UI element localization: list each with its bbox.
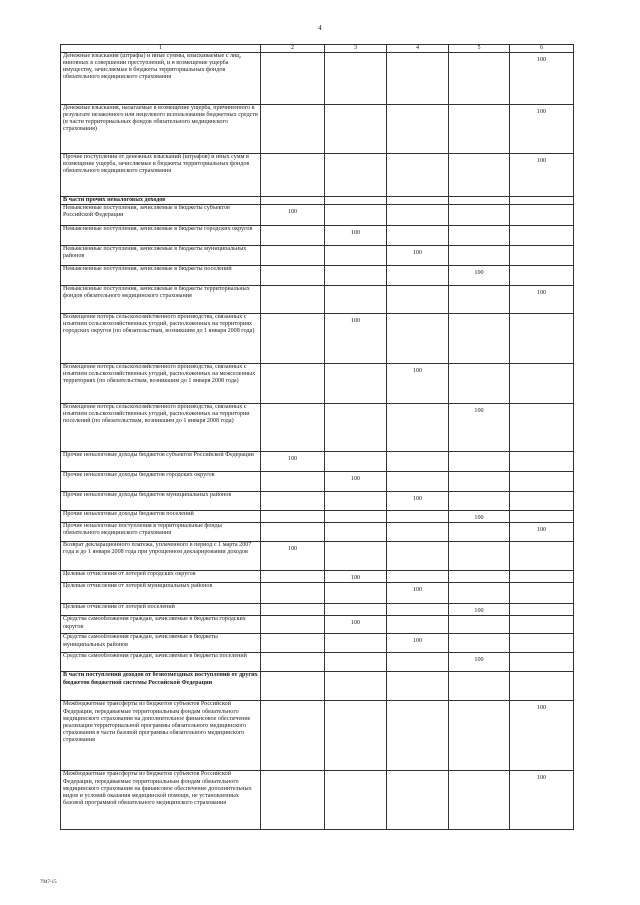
cell-col-2: [261, 246, 325, 266]
cell-col-5: [449, 364, 510, 404]
cell-col-6: 100: [510, 701, 574, 771]
cell-col-4: 100: [387, 246, 449, 266]
cell-col-6: 100: [510, 286, 574, 314]
column-header: 4: [387, 45, 449, 53]
cell-col-4: [387, 571, 449, 583]
row-label: Прочие неналоговые доходы бюджетов городских округов: [61, 472, 261, 492]
cell-col-4: [387, 205, 449, 226]
cell-col-5: 100: [449, 266, 510, 286]
cell-col-4: [387, 542, 449, 571]
row-label: Прочие неналоговые доходы бюджетов субъектов Российской Федерации: [61, 452, 261, 472]
cell-col-2: [261, 472, 325, 492]
classification-table: [60, 44, 574, 830]
cell-col-5: [449, 314, 510, 364]
cell-col-3: [325, 523, 387, 542]
cell-col-4: [387, 154, 449, 197]
row-label: Возмещение потерь сельскохозяйственного производства, связанных с изъятием сельскохозяйственных угодий, расположенных на территориях городских округов (по обязательствам, возникшим до 1 января 2008 года): [61, 314, 261, 364]
row-label: Возврат декларационного платежа, уплаченного в период с 1 марта 2007 года и до 1 января 2008 года при упрощенном декларировании доходов: [61, 542, 261, 571]
cell-col-4: [387, 653, 449, 672]
cell-col-3: [325, 701, 387, 771]
table-row: [61, 542, 574, 571]
row-label: Средства самообложения граждан, зачисляемые в бюджеты городских округов: [61, 616, 261, 634]
footer-code: 7947-15: [40, 880, 57, 885]
cell-col-6: [510, 616, 574, 634]
cell-col-5: [449, 472, 510, 492]
row-label: Невыясненные поступления, зачисляемые в бюджеты муниципальных районов: [61, 246, 261, 266]
cell-col-4: [387, 523, 449, 542]
cell-col-2: [261, 771, 325, 830]
table-row: [61, 286, 574, 314]
cell-col-3: [325, 53, 387, 105]
cell-col-5: [449, 286, 510, 314]
cell-col-5: [449, 226, 510, 246]
cell-col-2: [261, 492, 325, 511]
row-label: Целевые отчисления от лотерей городских округов: [61, 571, 261, 583]
cell-col-2: [261, 523, 325, 542]
cell-col-4: 100: [387, 583, 449, 604]
section-row: [61, 672, 574, 701]
cell-col-2: [261, 511, 325, 523]
table-row: [61, 404, 574, 452]
cell-col-5: [449, 246, 510, 266]
table-row: [61, 53, 574, 105]
table-row: [61, 771, 574, 830]
cell-col-5: 100: [449, 604, 510, 616]
cell-col-4: [387, 771, 449, 830]
page-number: 4: [318, 24, 322, 32]
cell-col-2: [261, 571, 325, 583]
cell-col-3: [325, 492, 387, 511]
cell-col-3: [325, 542, 387, 571]
cell-col-5: [449, 771, 510, 830]
row-label: Средства самообложения граждан, зачисляемые в бюджеты поселений: [61, 653, 261, 672]
row-label: Невыясненные поступления, зачисляемые в бюджеты субъектов Российской Федерации: [61, 205, 261, 226]
cell-col-5: [449, 492, 510, 511]
cell-col-4: [387, 105, 449, 154]
cell-col-4: [387, 266, 449, 286]
cell-col-5: 100: [449, 511, 510, 523]
section-title: В части прочих неналоговых доходов: [61, 197, 261, 205]
cell-col-6: [510, 672, 574, 701]
cell-col-3: 100: [325, 314, 387, 364]
cell-col-6: 100: [510, 771, 574, 830]
table-row: [61, 452, 574, 472]
table-row: [61, 653, 574, 672]
table-row: [61, 511, 574, 523]
cell-col-4: [387, 701, 449, 771]
cell-col-3: 100: [325, 616, 387, 634]
cell-col-4: [387, 53, 449, 105]
table-row: [61, 154, 574, 197]
cell-col-2: [261, 616, 325, 634]
cell-col-2: [261, 53, 325, 105]
cell-col-3: [325, 266, 387, 286]
table-row: [61, 364, 574, 404]
row-label: Целевые отчисления от лотерей муниципальных районов: [61, 583, 261, 604]
cell-col-5: [449, 523, 510, 542]
cell-col-2: [261, 701, 325, 771]
row-label: Невыясненные поступления, зачисляемые в бюджеты территориальных фондов обязательного медицинского страхования: [61, 286, 261, 314]
cell-col-4: [387, 511, 449, 523]
cell-col-2: 100: [261, 205, 325, 226]
cell-col-5: [449, 154, 510, 197]
cell-col-3: [325, 205, 387, 226]
cell-col-4: [387, 452, 449, 472]
cell-col-2: [261, 672, 325, 701]
table-row: [61, 701, 574, 771]
row-label: Денежные взыскания, налагаемые в возмещение ущерба, причиненного в результате незаконного или нецелевого использования бюджетных средств (в части территориальных фондов обязательного медицинского страхования): [61, 105, 261, 154]
cell-col-4: [387, 404, 449, 452]
row-label: Средства самообложения граждан, зачисляемые в бюджеты муниципальных районов: [61, 634, 261, 653]
table-row: [61, 634, 574, 653]
row-label: Прочие неналоговые доходы бюджетов муниципальных районов: [61, 492, 261, 511]
cell-col-2: [261, 634, 325, 653]
table-row: [61, 266, 574, 286]
cell-col-2: [261, 266, 325, 286]
cell-col-6: [510, 511, 574, 523]
cell-col-6: 100: [510, 53, 574, 105]
table-row: [61, 105, 574, 154]
cell-col-3: [325, 604, 387, 616]
cell-col-5: [449, 105, 510, 154]
cell-col-3: [325, 511, 387, 523]
cell-col-5: [449, 197, 510, 205]
header-row: [61, 45, 574, 53]
column-header: 5: [449, 45, 510, 53]
cell-col-6: 100: [510, 154, 574, 197]
cell-col-3: [325, 364, 387, 404]
cell-col-3: [325, 653, 387, 672]
cell-col-2: [261, 583, 325, 604]
row-label: Целевые отчисления от лотерей поселений: [61, 604, 261, 616]
cell-col-4: 100: [387, 364, 449, 404]
cell-col-6: [510, 205, 574, 226]
cell-col-6: [510, 266, 574, 286]
cell-col-5: [449, 701, 510, 771]
cell-col-6: [510, 197, 574, 205]
cell-col-2: [261, 364, 325, 404]
table-row: [61, 604, 574, 616]
cell-col-6: [510, 246, 574, 266]
cell-col-4: [387, 616, 449, 634]
table-row: [61, 571, 574, 583]
cell-col-2: [261, 604, 325, 616]
cell-col-4: [387, 314, 449, 364]
table-row: [61, 492, 574, 511]
cell-col-3: 100: [325, 571, 387, 583]
cell-col-2: [261, 286, 325, 314]
cell-col-5: [449, 53, 510, 105]
cell-col-5: [449, 583, 510, 604]
cell-col-3: [325, 634, 387, 653]
cell-col-3: [325, 452, 387, 472]
cell-col-5: [449, 634, 510, 653]
table-row: [61, 246, 574, 266]
cell-col-2: [261, 197, 325, 205]
cell-col-3: [325, 154, 387, 197]
cell-col-2: [261, 404, 325, 452]
cell-col-3: 100: [325, 472, 387, 492]
cell-col-5: [449, 616, 510, 634]
cell-col-5: [449, 571, 510, 583]
row-label: Возмещение потерь сельскохозяйственного производства, связанных с изъятием сельскохозяйственных угодий, расположенных на межселенных территориях (по обязательствам, возникшим до 1 января 2008 года): [61, 364, 261, 404]
cell-col-6: 100: [510, 523, 574, 542]
section-row: [61, 197, 574, 205]
table-row: [61, 314, 574, 364]
row-label: Денежные взыскания (штрафы) и иные суммы, взыскиваемые с лиц, виновных в совершении преступлений, и в возмещение ущерба имуществу, зачисляемые в бюджеты территориальных фондов обязательного медицинского страхования: [61, 53, 261, 105]
cell-col-4: [387, 226, 449, 246]
cell-col-3: [325, 672, 387, 701]
row-label: Невыясненные поступления, зачисляемые в бюджеты поселений: [61, 266, 261, 286]
cell-col-6: [510, 452, 574, 472]
table-row: [61, 616, 574, 634]
cell-col-6: [510, 634, 574, 653]
cell-col-6: [510, 542, 574, 571]
cell-col-6: [510, 604, 574, 616]
cell-col-2: 100: [261, 452, 325, 472]
cell-col-6: [510, 472, 574, 492]
cell-col-6: [510, 404, 574, 452]
row-label: Межбюджетные трансферты из бюджетов субъектов Российской Федерации, передаваемые территориальным фондам обязательного медицинского страхования на дополнительное финансовое обеспечение реализации территориальной программы обязательного медицинского страхования в части базовой программы обязательного медицинского страхования: [61, 701, 261, 771]
row-label: Прочие неналоговые поступления в территориальные фонды обязательного медицинского страхования: [61, 523, 261, 542]
column-header: 1: [61, 45, 261, 53]
cell-col-4: [387, 604, 449, 616]
column-header: 2: [261, 45, 325, 53]
row-label: Невыясненные поступления, зачисляемые в бюджеты городских округов: [61, 226, 261, 246]
row-label: Межбюджетные трансферты из бюджетов субъектов Российской Федерации, передаваемые территориальным фондам обязательного медицинского страхования на финансовое обеспечение дополнительных видов и условий оказания медицинской помощи, не установленных базовой программой обязательного медицинского страхования: [61, 771, 261, 830]
cell-col-2: [261, 154, 325, 197]
cell-col-4: [387, 286, 449, 314]
cell-col-5: 100: [449, 404, 510, 452]
cell-col-6: [510, 583, 574, 604]
cell-col-2: [261, 105, 325, 154]
cell-col-3: 100: [325, 226, 387, 246]
cell-col-6: [510, 314, 574, 364]
cell-col-3: [325, 583, 387, 604]
row-label: Прочие неналоговые доходы бюджетов поселений: [61, 511, 261, 523]
cell-col-6: [510, 571, 574, 583]
cell-col-3: [325, 197, 387, 205]
cell-col-5: [449, 672, 510, 701]
cell-col-4: 100: [387, 634, 449, 653]
cell-col-5: [449, 542, 510, 571]
cell-col-4: [387, 472, 449, 492]
cell-col-4: 100: [387, 492, 449, 511]
cell-col-3: [325, 246, 387, 266]
cell-col-6: [510, 226, 574, 246]
cell-col-2: 100: [261, 542, 325, 571]
cell-col-6: [510, 653, 574, 672]
cell-col-5: [449, 205, 510, 226]
cell-col-3: [325, 286, 387, 314]
cell-col-2: [261, 226, 325, 246]
column-header: 6: [510, 45, 574, 53]
table-row: [61, 226, 574, 246]
table-row: [61, 472, 574, 492]
cell-col-3: [325, 404, 387, 452]
cell-col-3: [325, 105, 387, 154]
section-title: В части поступлений доходов от безвозмездных поступлений от других бюджетов бюджетной системы Российской Федерации: [61, 672, 261, 701]
cell-col-6: [510, 492, 574, 511]
cell-col-4: [387, 672, 449, 701]
cell-col-5: [449, 452, 510, 472]
cell-col-4: [387, 197, 449, 205]
table-row: [61, 523, 574, 542]
table-row: [61, 205, 574, 226]
row-label: Возмещение потерь сельскохозяйственного производства, связанных с изъятием сельскохозяйственных угодий, расположенных на территории поселений (по обязательствам, возникшим до 1 января 2008 года): [61, 404, 261, 452]
cell-col-5: 100: [449, 653, 510, 672]
cell-col-2: [261, 653, 325, 672]
column-header: 3: [325, 45, 387, 53]
cell-col-2: [261, 314, 325, 364]
cell-col-3: [325, 771, 387, 830]
row-label: Прочие поступления от денежных взысканий (штрафов) и иных сумм в возмещение ущерба, зачисляемые в бюджеты территориальных фондов обязательного медицинского страхования: [61, 154, 261, 197]
cell-col-6: [510, 364, 574, 404]
table-row: [61, 583, 574, 604]
cell-col-6: 100: [510, 105, 574, 154]
